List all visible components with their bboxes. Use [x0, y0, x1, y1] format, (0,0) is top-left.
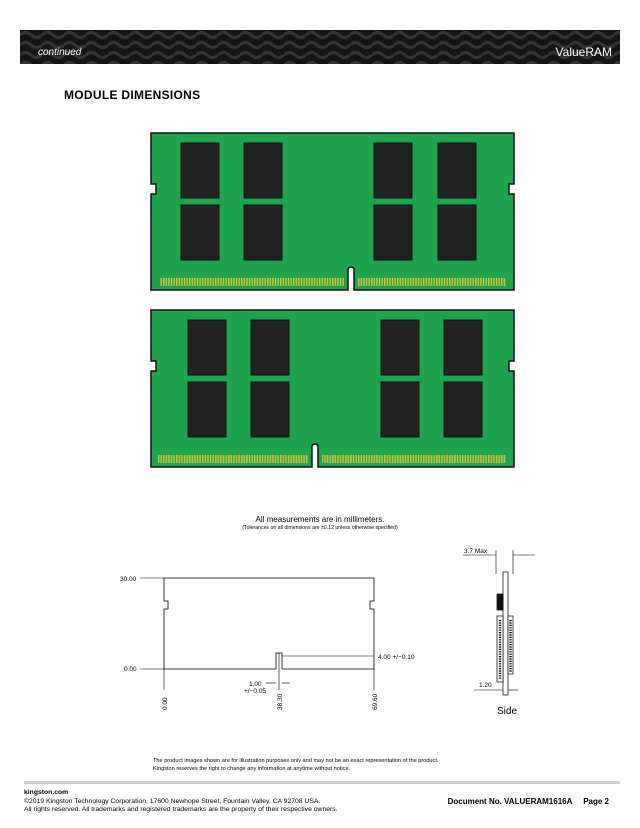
front-outline — [164, 578, 374, 669]
footer-rule — [24, 781, 620, 784]
disclaimer — [153, 757, 438, 773]
footer-site: kingston.com — [24, 789, 69, 796]
dram-chip — [188, 320, 226, 375]
header-bar — [20, 30, 620, 64]
footer-document-info — [448, 797, 609, 806]
disclaimer-line: Kingston reserves the right to change any information at anytime without notice. — [153, 766, 351, 772]
side-view-label: Side — [497, 706, 518, 717]
section-title: MODULE DIMENSIONS — [64, 88, 201, 102]
dram-chip — [244, 205, 282, 260]
disclaimer-line: The product images shown are for illustration purposes only and may not be an exact representation of the product. — [153, 758, 439, 764]
dram-chip — [181, 205, 219, 260]
footer-copyright: ©2019 Kingston Technology Corporation, 17600 Newhope Street, Fountain Valley, CA 92708 USA. — [24, 797, 321, 805]
dram-chip — [444, 382, 482, 437]
side-pcb — [503, 572, 508, 695]
document-number: Document No. VALUERAM1616A — [447, 797, 573, 806]
gold-contacts — [358, 278, 506, 286]
dim-label-height-top: 30.00 — [120, 576, 137, 583]
dram-chip — [438, 205, 476, 260]
dim-label-notch-width: 1.00 — [249, 681, 262, 688]
dram-chip — [381, 382, 419, 437]
dram-chip — [251, 320, 289, 375]
gold-contacts — [158, 455, 308, 463]
tolerance-note: (Tolerances on all dimensions are ±0.12 unless otherwise specified) — [242, 525, 398, 531]
footer-info — [24, 789, 338, 815]
dram-chip — [374, 143, 412, 198]
module-image-front — [150, 132, 516, 292]
measurement-note: All measurements are in millimeters. — [255, 515, 385, 524]
dram-chip — [251, 382, 289, 437]
dim-label-notch-width-tol: +/−0.05 — [244, 688, 267, 695]
dram-chip — [381, 320, 419, 375]
dram-chip — [374, 205, 412, 260]
dim-label-notch-depth: 4.00 +/−0.10 — [378, 654, 415, 661]
dim-label-max-thickness: 3.7 Max — [464, 548, 488, 555]
footer-rights: All rights reserved. All trademarks and registered trademarks are the property of their respective owners. — [24, 806, 338, 814]
dim-label-height-bottom: 0.00 — [124, 666, 137, 673]
dim-label-pcb-thickness: 1.20 — [479, 682, 492, 689]
dram-chip — [438, 143, 476, 198]
dram-chip — [244, 143, 282, 198]
side-chip-dark — [497, 594, 503, 610]
page-number: Page 2 — [583, 797, 609, 806]
dim-label-x-notch: 38.30 — [277, 693, 284, 710]
gold-contacts — [160, 278, 344, 286]
dimension-drawing — [0, 540, 640, 720]
header-continued-text: continued — [38, 47, 82, 58]
dim-label-x-right: 69.60 — [372, 693, 379, 710]
module-image-back — [150, 309, 516, 469]
header-texture — [20, 30, 620, 64]
dram-chip — [188, 382, 226, 437]
dram-chip — [444, 320, 482, 375]
gold-contacts — [322, 455, 506, 463]
dim-label-x-left: 0.00 — [162, 697, 169, 710]
dram-chip — [181, 143, 219, 198]
header-brand: ValueRAM — [555, 45, 612, 59]
